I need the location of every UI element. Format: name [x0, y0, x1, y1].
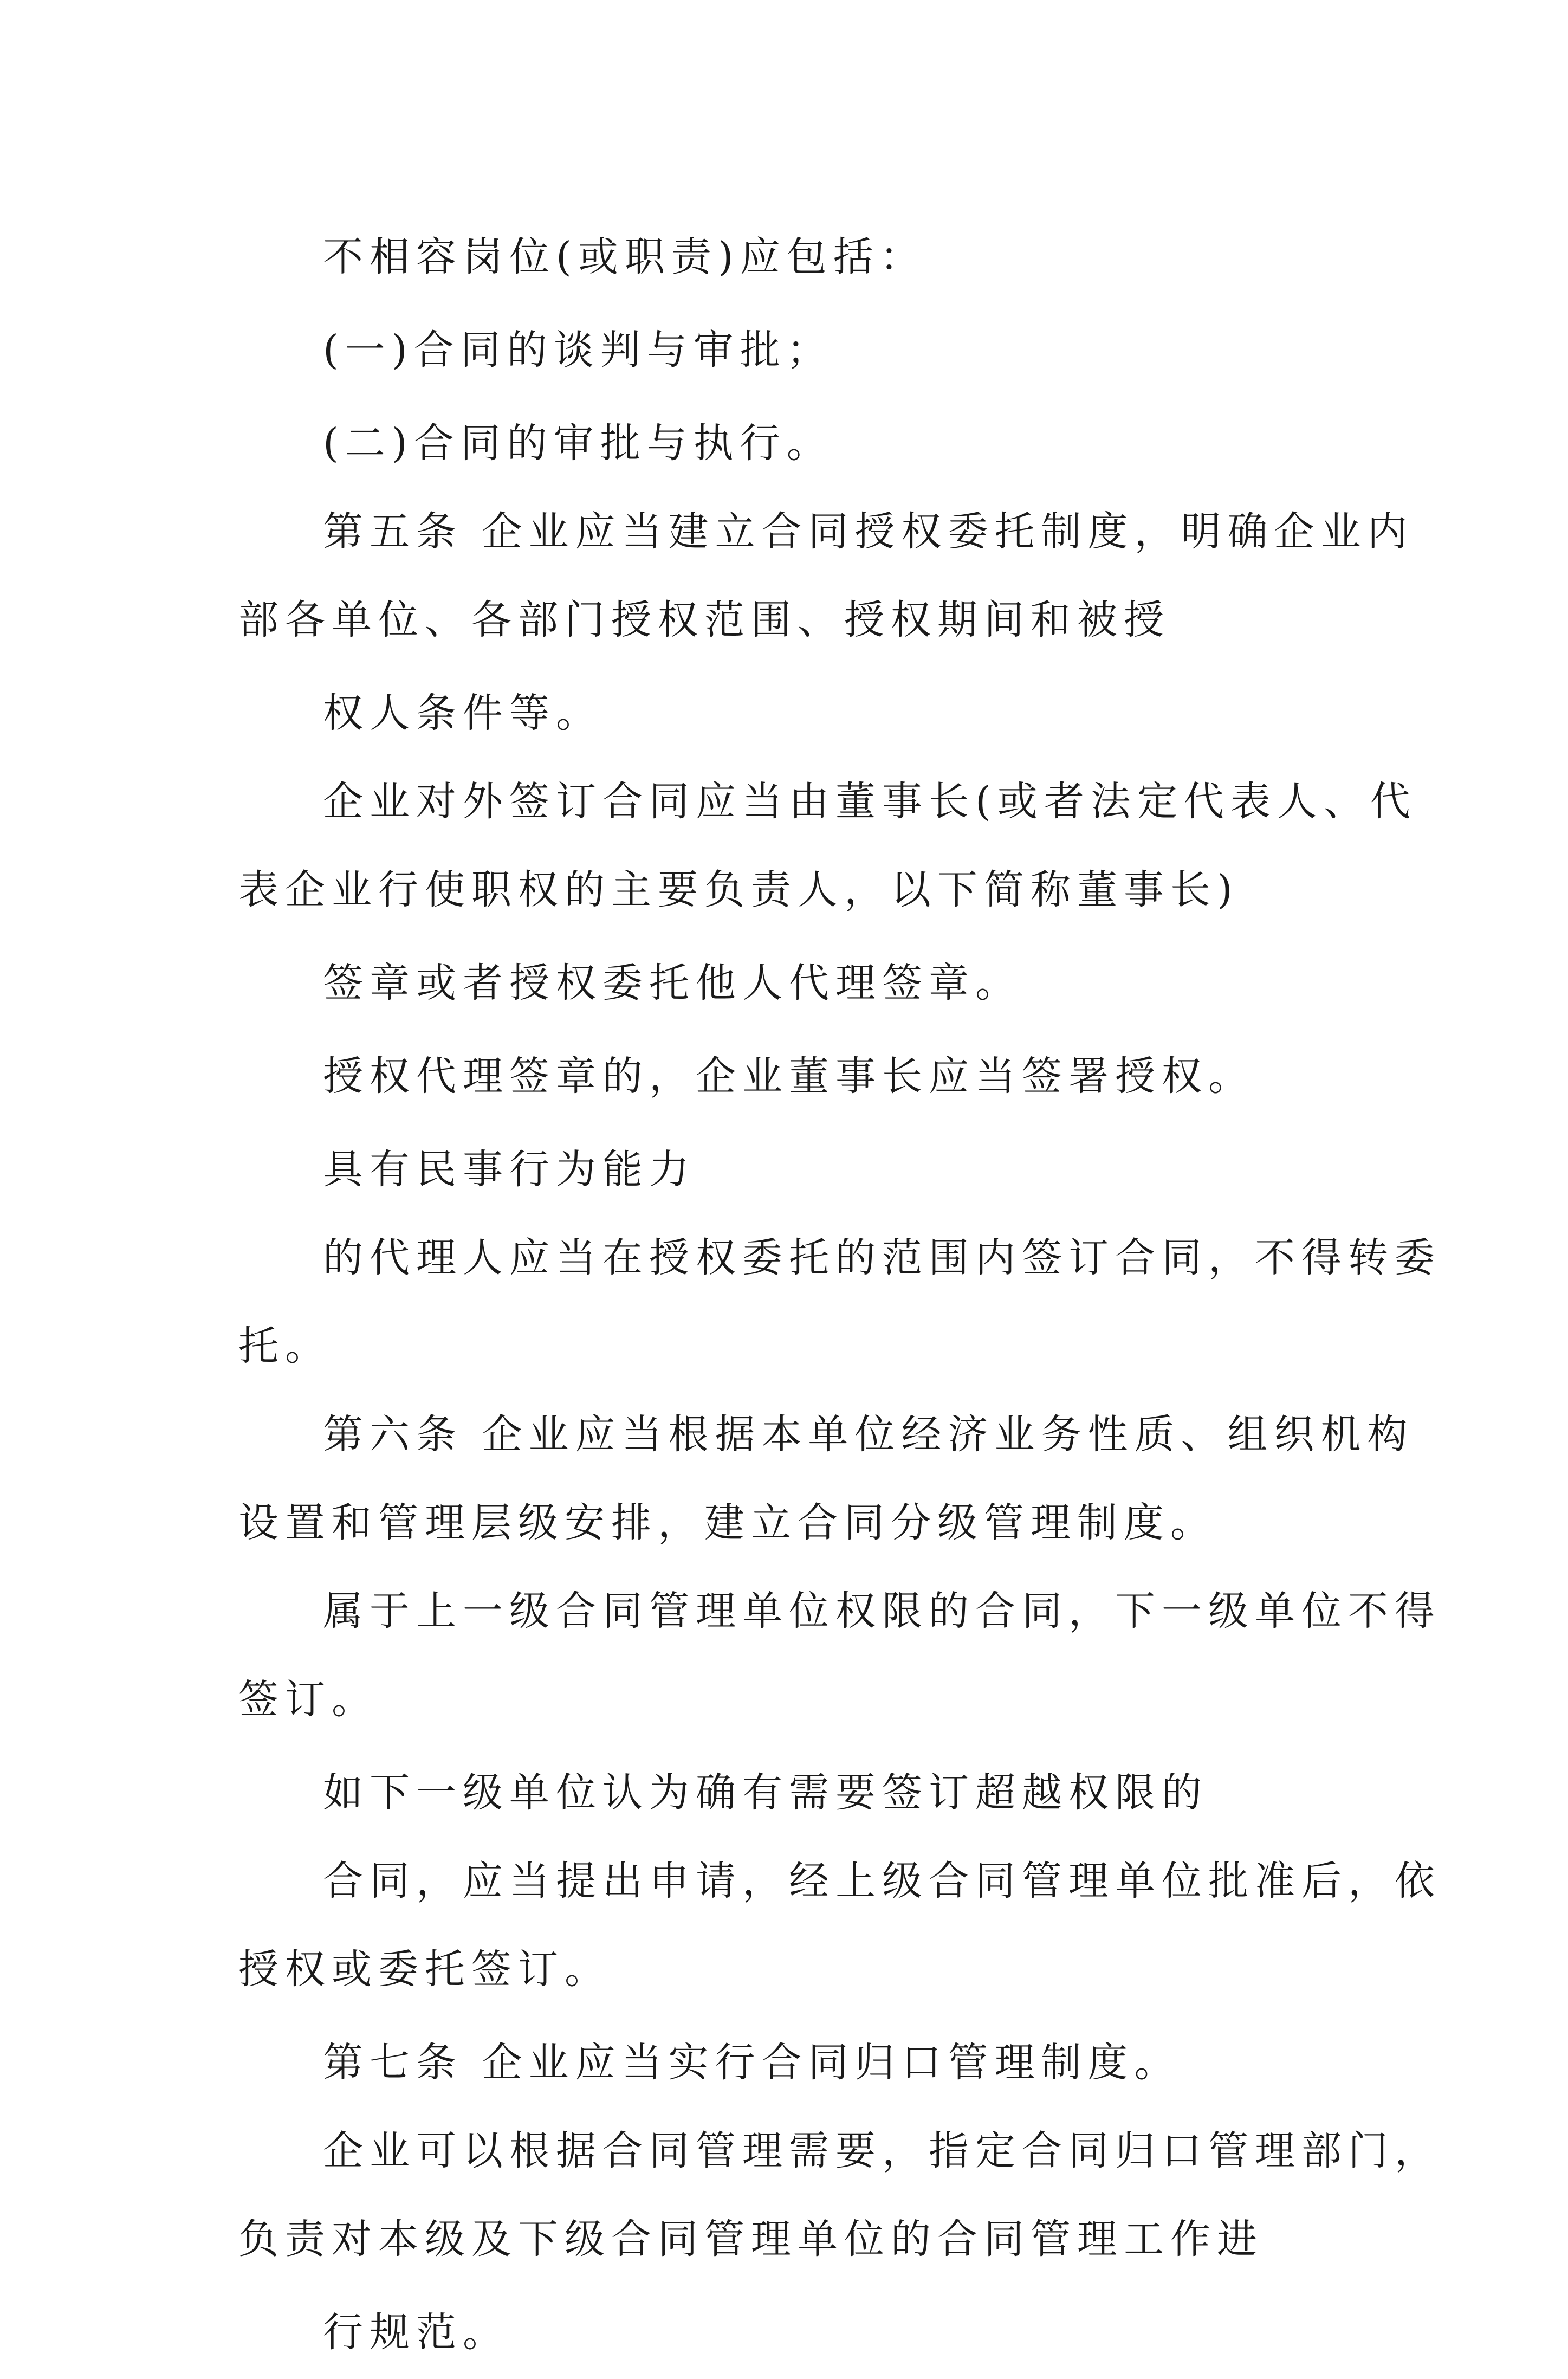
text-line: 签订。 — [238, 1676, 378, 1723]
article-5-heading-line: 第五条 企业应当建立合同授权委托制度，明确企业内 — [323, 508, 1414, 555]
text-line: 部各单位、各部门授权范围、授权期间和被授 — [238, 597, 1170, 643]
text-line: 权人条件等。 — [323, 690, 602, 736]
article-7-heading-line: 第七条 企业应当实行合同归口管理制度。 — [323, 2039, 1181, 2086]
text-line: (一)合同的谈判与审批； — [323, 327, 833, 373]
text-line: 的代理人应当在授权委托的范围内签订合同，不得转委 — [323, 1234, 1441, 1281]
text-line: 如下一级单位认为确有需要签订超越权限的 — [323, 1769, 1208, 1816]
text-line: 企业对外签订合同应当由董事长(或者法定代表人、代 — [323, 778, 1417, 825]
text-line: 行规范。 — [323, 2309, 509, 2356]
article-6-heading-line: 第六条 企业应当根据本单位经济业务性质、组织机构 — [323, 1411, 1414, 1458]
text-line: 属于上一级合同管理单位权限的合同，下一级单位不得 — [323, 1588, 1441, 1634]
text-line: 合同，应当提出申请，经上级合同管理单位批准后，依 — [323, 1858, 1441, 1904]
text-line: 负责对本级及下级合同管理单位的合同管理工作进 — [238, 2216, 1264, 2262]
document-body — [238, 210, 1441, 2379]
text-line: 托。 — [238, 1323, 332, 1369]
text-line: 设置和管理层级安排，建立合同分级管理制度。 — [238, 1499, 1217, 1546]
text-line: 授权或委托签订。 — [238, 1946, 611, 1993]
text-line: 不相容岗位(或职责)应包括： — [323, 234, 926, 280]
text-line: 表企业行使职权的主要负责人，以下简称董事长) — [238, 867, 1239, 913]
text-line: 授权代理签章的，企业董事长应当签署授权。 — [323, 1053, 1255, 1100]
text-line: 签章或者授权委托他人代理签章。 — [323, 960, 1022, 1006]
text-line: 具有民事行为能力 — [323, 1146, 696, 1193]
text-line: 企业可以根据合同管理需要，指定合同归口管理部门， — [323, 2128, 1441, 2174]
text-line: (二)合同的审批与执行。 — [323, 420, 833, 467]
